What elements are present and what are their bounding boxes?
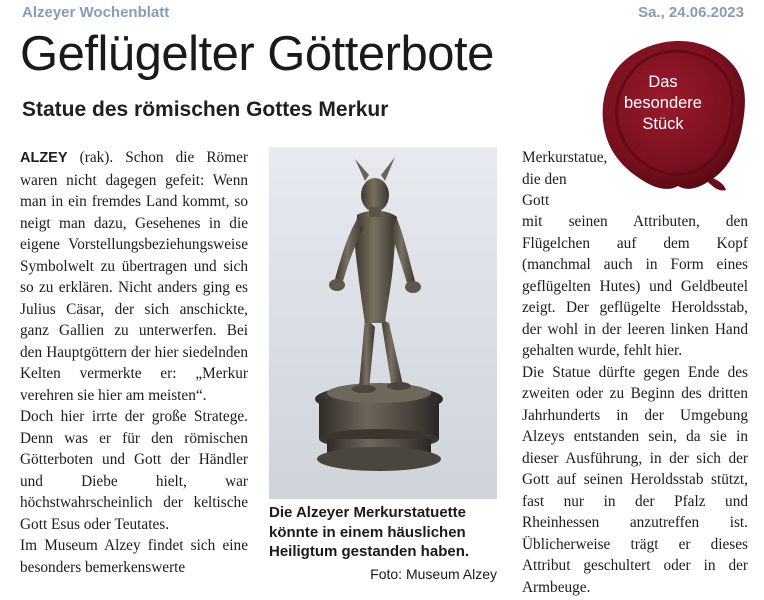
seal-line-3: Stück [642,115,684,133]
article-paragraph-5: Die Statue dürfte gegen Ende des zweiten oder zu Beginn des dritten Jahrhunderts in der Umgebung Alzeys entstanden sein, da sie in dieser Ausführung, in der sich der Gott auf seinen Heroldsstab stützt, fast nur in der Pfalz und Rheinhessen anzutreffen ist. Üblicherweise trägt er dieses Attribut geschultert oder in der Armbeuge. [522,363,748,596]
photo-caption: Die Alzeyer Merkurstatuette könnte in einem häuslichen Heiligtum gestanden haben. [269,504,470,560]
subheadline: Statue des römischen Gottes Merkur [22,98,389,121]
newspaper-name: Alzeyer Wochenblatt [22,4,170,21]
article-column-right-top [522,147,608,212]
headline: Geflügelter Götterbote [20,27,494,81]
photo-credit: Foto: Museum Alzey [370,566,497,582]
masthead [22,4,744,24]
paragraph-1-text: (rak). Schon die Römer waren nicht dagegen gefeit: Wenn man in ein fremdes Land kommt, so neigt man dazu, Gesehenes in die eigene Vorstellungsbeziehungsweise Symbolwelt zu übertragen und sich so zu erklären. Nicht anders ging es Julius Cäsar, der sich anschickte, ganz Gallien zu unterwerfen. Bei den Hauptgöttern der hier siedelnden Kelten vermerkte er: „Merkur verehren sie hier am meisten“. [20,149,248,404]
dateline: ALZEY [20,150,68,166]
wax-seal-badge [596,36,750,196]
seal-line-1: Das [648,73,678,91]
article-column-left [20,147,248,578]
article-column-right [522,211,748,598]
seal-line-2: besondere [624,94,702,112]
seal-label [596,72,730,135]
article-paragraph-1 [20,147,248,406]
article-paragraph-4: mit seinen Attributen, den Flügelchen auf dem Kopf (manchmal auch in Form eines geflügelten Hutes) und Geldbeutel zeigt. Der geflügelte Heroldsstab, der wohl in der leeren linken Hand gehalten wurde, fehlt hier. [522,213,748,359]
article-paragraph-4-start: Merkurstatue, die den Gott [522,149,608,209]
issue-date: Sa., 24.06.2023 [638,4,744,21]
article-paragraph-2: Doch hier irrte der große Stratege. Denn was er für den römischen Götterboten und Gott der Händler und Diebe hielt, war höchstwahrscheinlich der keltische Gott Esus oder Teutates. [20,408,248,533]
article-paragraph-3: Im Museum Alzey findet sich eine besonders bemerkenswerte [20,537,248,576]
mercury-statue-image [269,147,497,499]
statue-photo [269,147,497,499]
